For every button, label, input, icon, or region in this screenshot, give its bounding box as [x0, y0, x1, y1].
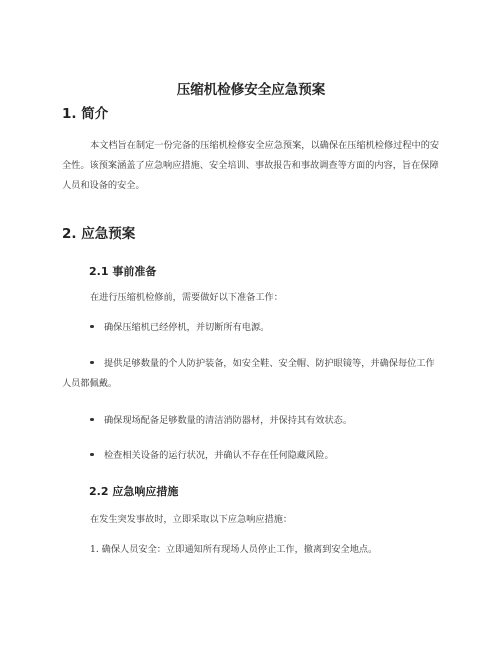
list-item: 确保压缩机已经停机，并切断所有电源。 — [62, 318, 442, 338]
bullet-dot-icon — [90, 318, 104, 338]
list-item: 提供足够数量的个人防护装备，如安全鞋、安全帽、防护眼镜等，并确保每位工作人员都佩戴。 — [62, 354, 442, 394]
document-title: 压缩机检修安全应急预案 — [176, 82, 326, 98]
bullet-dot-icon — [90, 446, 104, 466]
response-intro: 在发生突发事故时，立即采取以下应急响应措施： — [90, 514, 293, 525]
list-item: 检查相关设备的运行状况，并确认不存在任何隐藏风险。 — [62, 446, 442, 466]
section-heading-plan: 2. 应急预案 — [62, 226, 136, 242]
bullet-dot-icon — [90, 411, 104, 431]
intro-paragraph: 本文档旨在制定一份完备的压缩机检修安全应急预案，以确保在压缩机检修过程中的安全性。该预案涵盖了应急响应措施、安全培训、事故报告和事故调查等方面的内容，旨在保障人员和设备的安全。 — [62, 140, 440, 191]
preparation-intro: 在进行压缩机检修前，需要做好以下准备工作： — [90, 292, 283, 303]
response-step-1: 1. 确保人员安全：立即通知所有现场人员停止工作，撤离到安全地点。 — [90, 544, 378, 555]
bullet-dot-icon — [90, 354, 104, 374]
subsection-heading-response: 2.2 应急响应措施 — [89, 485, 179, 498]
list-item: 确保现场配备足够数量的清洁消防器材，并保持其有效状态。 — [62, 411, 442, 431]
section-heading-intro: 1. 简介 — [62, 106, 109, 122]
subsection-heading-preparation: 2.1 事前准备 — [89, 265, 157, 278]
